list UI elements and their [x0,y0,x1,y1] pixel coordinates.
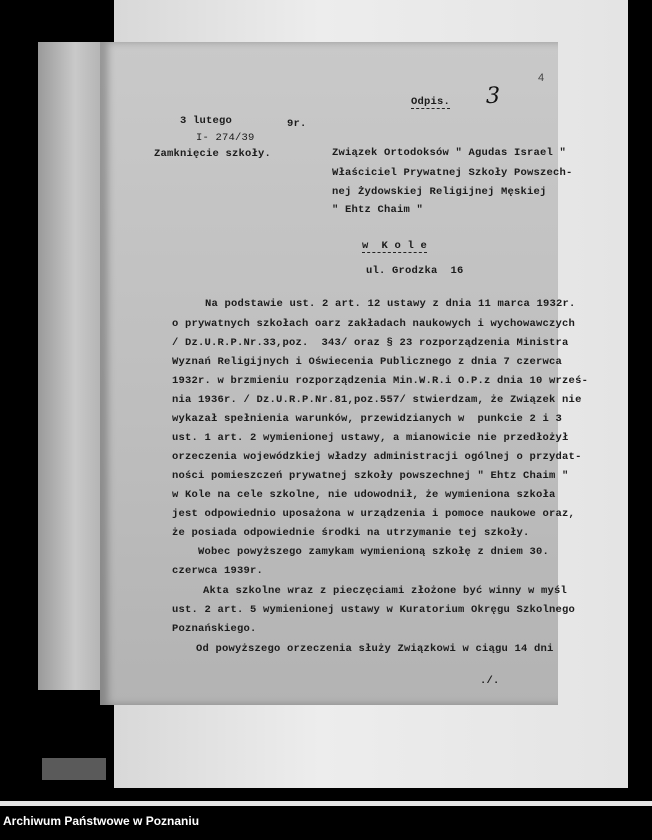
page-fragment [42,758,106,780]
body-line: czerwca 1939r. [172,565,264,577]
body-line: że posiada odpowiednie środki na utrzymanie tej szkoły. [172,527,530,539]
handwritten-number: 3 [486,84,500,109]
page-number: 4 [538,72,545,84]
body-line: jest odpowiednio uposażona w urządzenia i pomoce naukowe oraz, [172,508,576,520]
year: 9r. [287,118,307,130]
body-line: ust. 2 art. 5 wymienionej ustawy w Kuratorium Okręgu Szkolnego [172,604,576,616]
addressee-line: " Ehtz Chaim " [332,204,424,216]
divider [0,801,652,806]
body-line: Wobec powyższego zamykam wymienioną szkołę z dniem 30. [198,546,550,558]
body-line: nia 1936r. / Dz.U.R.P.Nr.81,poz.557/ stwierdzam, że Związek nie [172,394,582,406]
body-line: Wyznań Religijnych i Oświecenia Publicznego z dnia 7 czerwca [172,356,563,368]
copy-label: Odpis. [411,96,451,108]
reference-number: I- 274/39 [196,132,255,144]
addressee-line: Właściciel Prywatnej Szkoły Powszech- [332,167,573,179]
body-line: o prywatnych szkołach oarz zakładach naukowych i wychowawczych [172,318,576,330]
date: 3 lutego [180,115,233,127]
body-line: ności pomieszczeń prywatnej szkoły powszechnej " Ehtz Chaim " [172,470,569,482]
street: ul. Grodzka 16 [366,265,464,277]
body-line: w Kole na cele szkolne, nie udowodnił, że wymieniona szkoła [172,489,556,501]
subject: Zamknięcie szkoły. [154,148,272,160]
city: w K o l e [362,240,428,252]
body-line: Na podstawie ust. 2 art. 12 ustawy z dnia 11 marca 1932r. [205,298,576,310]
body-line: orzeczenia wojewódzkiej władzy administracji ogólnej o przydat- [172,451,582,463]
body-line: Poznańskiego. [172,623,257,635]
addressee-line: nej Żydowskiej Religijnej Męskiej [332,186,547,198]
body-line: / Dz.U.R.P.Nr.33,poz. 343/ oraz § 23 rozporządzenia Ministra [172,337,569,349]
addressee-line: Związek Ortodoksów " Agudas Israel " [332,147,567,159]
body-line: Akta szkolne wraz z pieczęciami złożone być winny w myśl [203,585,568,597]
continuation-mark: ./. [480,675,500,687]
left-page-edge [38,42,100,690]
archive-name: Archiwum Państwowe w Poznaniu [3,814,200,828]
body-line: ust. 1 art. 2 wymienionej ustawy, a mianowicie nie przedłożył [172,432,569,444]
body-line: 1932r. w brzmieniu rozporządzenia Min.W.R.i O.P.z dnia 10 wrześ- [172,375,589,387]
body-line: wykazał spełnienia warunków, przewidzianych w punkcie 2 i 3 [172,413,563,425]
body-line: Od powyższego orzeczenia służy Związkowi w ciągu 14 dni [196,643,554,655]
